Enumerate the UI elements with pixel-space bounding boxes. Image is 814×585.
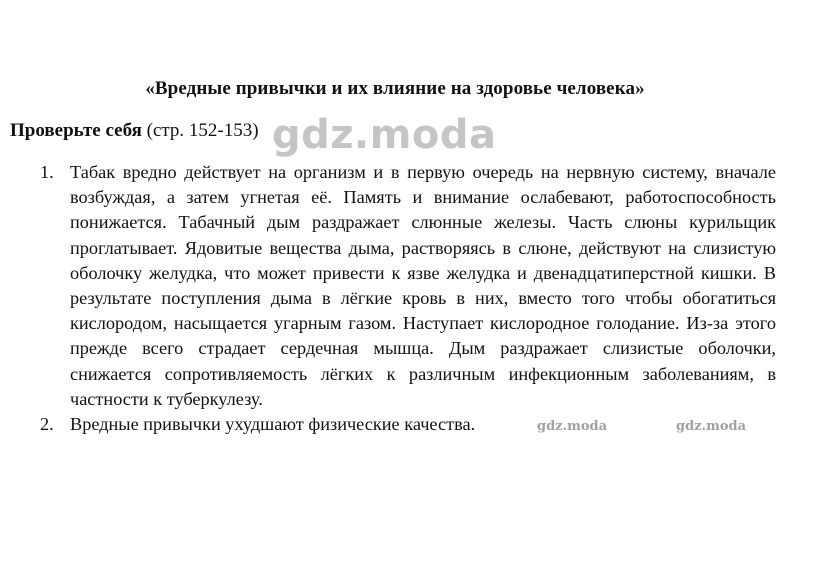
answers-list [40,160,776,437]
list-item [40,160,776,412]
item-text: Вредные привычки ухудшают физические качества. [70,414,476,435]
watermark-small: gdz.moda [537,419,608,434]
watermark-small: gdz.moda [676,419,747,434]
item-text: Табак вредно действует на организм и в первую очередь на нервную систему, вначале возбуждая, а затем угнетая её. Память и внимание ослабевают, работоспособность понижается. Табачный дым раздражает слюнные железы. Часть слюны курильщик проглатывает. Ядовитые вещества дыма, растворяясь в слюне, действуют на слизистую оболочку желудка, что может привести к язве желудка и двенадцатиперстной кишки. В результате поступления дыма в лёгкие кровь в них, вместо того чтобы обогатиться кислородом, насыщается угарным газом. Наступает кислородное голодание. Из-за этого прежде всего страдает сердечная мышца. Дым раздражает слизистые оболочки, снижается сопротивляемость лёгких к различным инфекционным заболеваниям, в частности к туберкулезу. [70,162,776,409]
watermark-logo: gdz.moda [272,112,497,158]
page-title: «Вредные привычки и их влияние на здоровье человека» [145,78,645,99]
check-yourself-heading [10,120,259,142]
item-number: 2. [40,414,54,435]
page-reference: (стр. 152-153) [146,120,259,141]
item-number: 1. [40,162,54,182]
check-yourself-label: Проверьте себя [10,120,142,141]
list-item [40,412,776,437]
